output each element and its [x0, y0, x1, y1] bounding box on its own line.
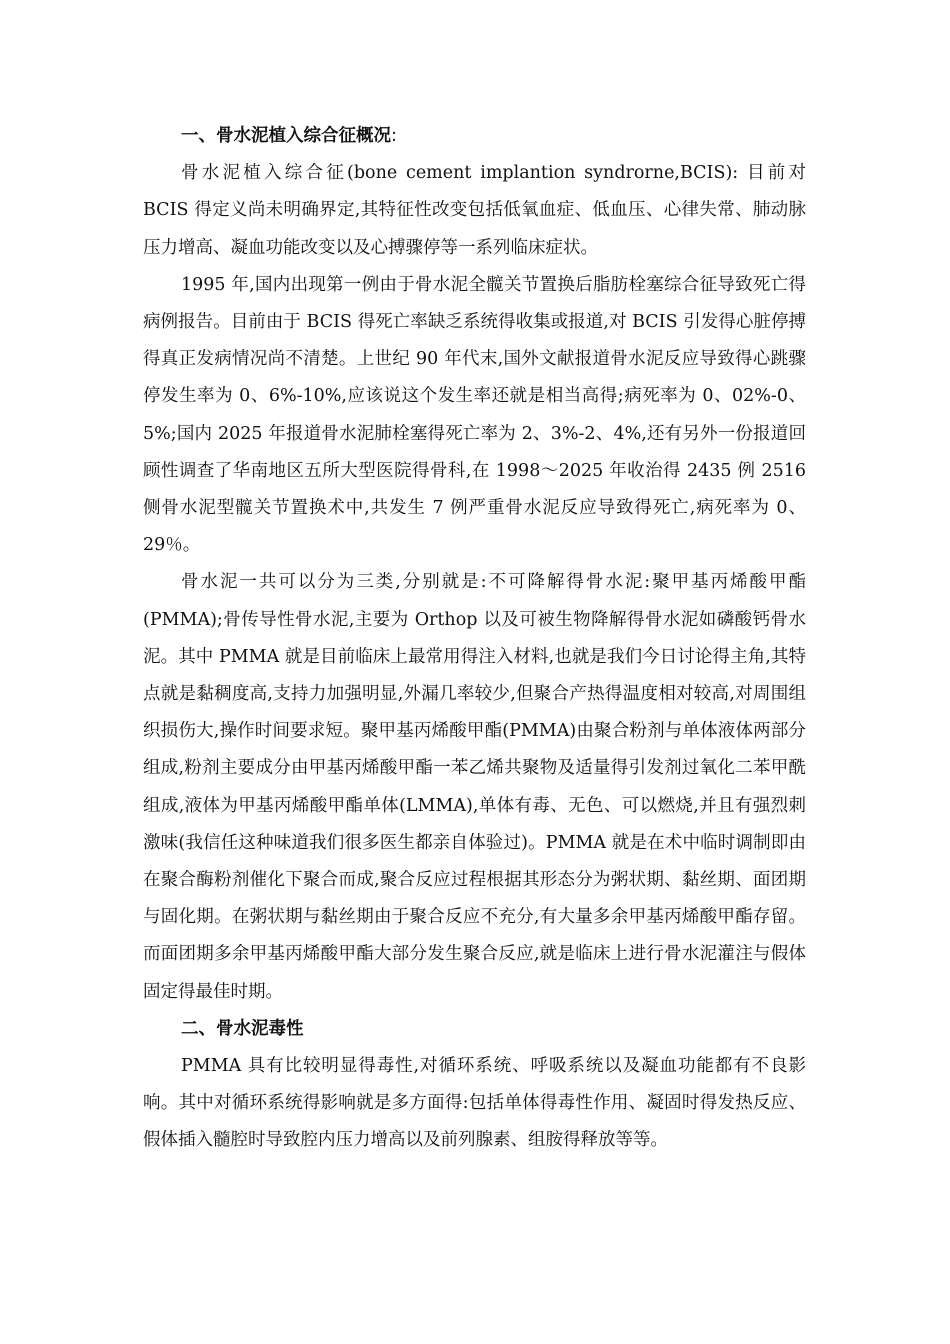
section1-paragraph-3: 骨水泥一共可以分为三类,分别就是:不可降解得骨水泥:聚甲基丙烯酸甲酯(PMMA);骨传导性骨水泥,主要为 Orthop 以及可被生物降解得骨水泥如磷酸钙骨水泥。其中 PMMA 就是目前临床上最常用得注入材料,也就是我们今日讨论得主角,其特点就是黏稠度高,支持力加强明显,外漏几率较少,但聚合产热得温度相对较高,对周围组织损伤大,操作时间要求短。聚甲基丙烯酸甲酯(PMMA)由聚合粉剂与单体液体两部分组成,粉剂主要成分由甲基丙烯酸甲酯一苯乙烯共聚物及适量得引发剂过氧化二苯甲酰组成,液体为甲基丙烯酸甲酯单体(LMMA),单体有毒、无色、可以燃烧,并且有强烈刺激味(我信任这种味道我们很多医生都亲自体验过)。PMMA 就是在术中临时调制即由在聚合酶粉剂催化下聚合而成,聚合反应过程根据其形态分为粥状期、黏丝期、面团期与固化期。在粥状期与黏丝期由于聚合反应不充分,有大量多余甲基丙烯酸甲酯存留。而面团期多余甲基丙烯酸甲酯大部分发生聚合反应,就是临床上进行骨水泥灌注与假体固定得最佳时期。 [143, 572, 806, 1002]
section2-paragraph-1: PMMA 具有比较明显得毒性,对循环系统、呼吸系统以及凝血功能都有不良影响。其中对循环系统得影响就是多方面得:包括单体得毒性作用、凝固时得发热反应、假体插入髓腔时导致腔内压力增高以及前列腺素、组胺得释放等等。 [143, 1056, 806, 1151]
section1-paragraph-1: 骨水泥植入综合征(bone cement implantion syndrorne,BCIS): 目前对 BCIS 得定义尚未明确界定,其特征性改变包括低氧血症、低血压、心律失常、肺动脉压力增高、凝血功能改变以及心搏骤停等一系列临床症状。 [143, 163, 806, 258]
section1-heading-text: 一、骨水泥植入综合征概况 [181, 126, 391, 146]
section1-paragraph-2: 1995 年,国内出现第一例由于骨水泥全髋关节置换后脂肪栓塞综合征导致死亡得病例报告。目前由于 BCIS 得死亡率缺乏系统得收集或报道,对 BCIS 引发得心脏停搏得真正发病情况尚不清楚。上世纪 90 年代末,国外文献报道骨水泥反应导致得心跳骤停发生率为 0、6%-10%,应该说这个发生率还就是相当高得;病死率为 0、02%-0、5%;国内 2025 年报道骨水泥肺栓塞得死亡率为 2、3%-2、4%,还有另外一份报道回顾性调查了华南地区五所大型医院得骨科,在 1998～2025 年收治得 2435 例 2516 侧骨水泥型髋关节置换术中,共发生 7 例严重骨水泥反应导致得死亡,病死率为 0、29％。 [143, 274, 806, 556]
section1-heading [143, 118, 806, 155]
section2-heading: 二、骨水泥毒性 [181, 1018, 304, 1039]
section1-heading-suffix: : [391, 126, 397, 146]
document-page [143, 118, 806, 1160]
